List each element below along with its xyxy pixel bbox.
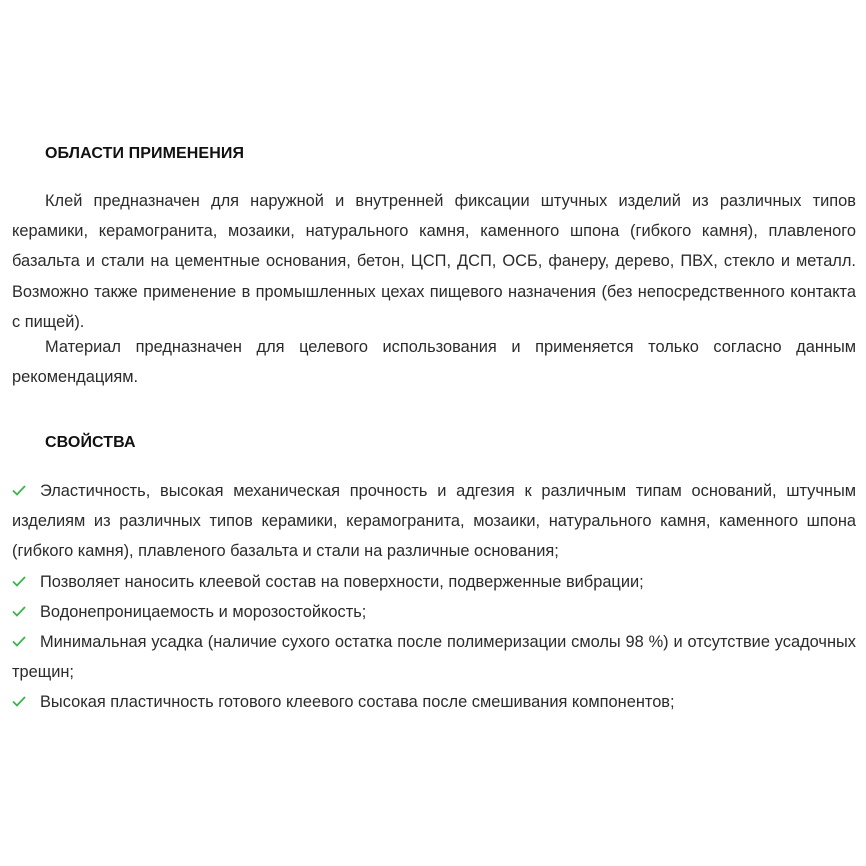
list-item (12, 597, 856, 627)
check-icon (12, 606, 26, 617)
check-icon (12, 485, 26, 496)
list-item-text: Минимальная усадка (наличие сухого остатка после полимеризации смолы 98 %) и отсутствие усадочных трещин; (12, 633, 856, 682)
list-item (12, 687, 856, 717)
section-heading-properties: СВОЙСТВА (45, 434, 136, 451)
list-item-text: Эластичность, высокая механическая прочность и адгезия к различным типам оснований, штучным изделиям из различных типов керамики, керамогранита, мозаики, натурального камня, каменного шпона (гибкого камня), плавленого базальта и стали на различные основания; (12, 482, 856, 561)
applications-paragraph-1: Клей предназначен для наружной и внутренней фиксации штучных изделий из различных типов керамики, керамогранита, мозаики, натурального камня, каменного шпона (гибкого камня), плавленого базальта и стали на цементные основания, бетон, ЦСП, ДСП, ОСБ, фанеру, дерево, ПВХ, стекло и металл. Возможно также применение в промышленных цехах пищевого назначения (без непосредственного контакта с пищей). (12, 192, 856, 331)
list-item (12, 627, 856, 687)
list-item-text: Водонепроницаемость и морозостойкость; (40, 602, 367, 621)
applications-paragraph-2: Материал предназначен для целевого использования и применяется только согласно данным рекомендациям. (12, 338, 856, 387)
check-icon (12, 696, 26, 707)
list-item (12, 567, 856, 597)
check-icon (12, 636, 26, 647)
list-item (12, 476, 856, 567)
list-item-text: Позволяет наносить клеевой состав на поверхности, подверженные вибрации; (40, 572, 644, 591)
list-item-text: Высокая пластичность готового клеевого состава после смешивания компонентов; (40, 693, 675, 712)
properties-list (12, 476, 856, 718)
section-heading-applications: ОБЛАСТИ ПРИМЕНЕНИЯ (45, 145, 245, 162)
check-icon (12, 576, 26, 587)
